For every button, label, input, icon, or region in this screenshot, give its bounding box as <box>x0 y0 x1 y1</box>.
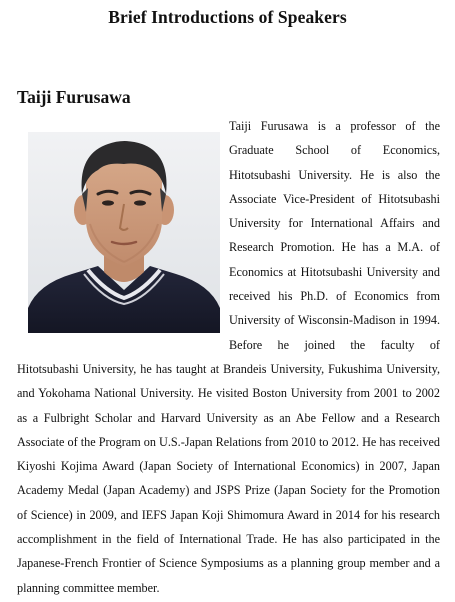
speaker-name: Taiji Furusawa <box>17 87 131 107</box>
speaker-bio <box>17 114 440 600</box>
page-title: Brief Introductions of Speakers <box>108 7 347 27</box>
speaker-bio-text: Taiji Furusawa is a professor of the Graduate School of Economics, Hitotsubashi University. He is also the Associate Vice-President of Hitotsubashi University for International Affairs and Research Promotion. He has a M.A. of Economics at Hitotsubashi University and received his Ph.D. of Economics from University of Wisconsin-Madison in 1994. Before he joined the faculty of Hitotsubashi University, he has taught at Brandeis University, Fukushima University, and Yokohama National University. He visited Boston University from 2001 to 2002 as a Fulbright Scholar and Harvard University as an Abe Fellow and a Research Associate of the Program on U.S.-Japan Relations from 2010 to 2012. He has received Kiyoshi Kojima Award (Japan Society of International Economics) in 2007, Japan Academy Medal (Japan Academy) and JSPS Prize (Japan Society for the Promotion of Science) in 2009, and IEFS Japan Koji Shimomura Award in 2014 for his research accomplishment in the field of International Trade. He has also participated in the Japanese-French Frontier of Science Symposiums as a planning group member and a planning committee member. <box>17 119 440 595</box>
photo-float-spacer <box>17 114 229 334</box>
